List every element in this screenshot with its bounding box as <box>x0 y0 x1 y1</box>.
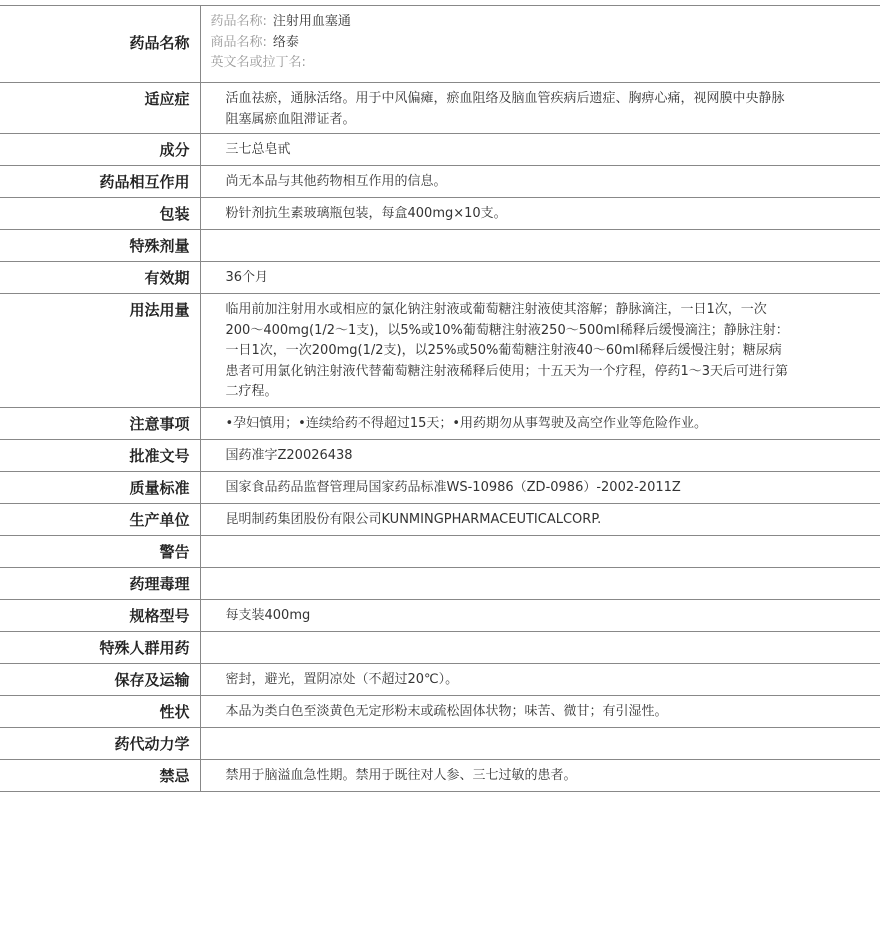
spec-label: 规格型号 <box>0 600 200 632</box>
spec-label: 性状 <box>0 696 200 728</box>
spec-label: 批准文号 <box>0 440 200 472</box>
spec-label: 注意事项 <box>0 408 200 440</box>
drug-name-values <box>200 6 880 83</box>
spec-label: 药品名称 <box>0 6 200 83</box>
spec-row-storage <box>0 664 880 696</box>
spec-value: 粉针剂抗生素玻璃瓶包装，每盒400mg×10支。 <box>225 206 507 221</box>
english-name-line: 英文名或拉丁名: <box>210 55 306 70</box>
spec-value <box>200 230 880 262</box>
spec-row-drug-name <box>0 6 880 83</box>
spec-row-special-populations <box>0 632 880 664</box>
spec-row-warning <box>0 536 880 568</box>
spec-row-shelf-life <box>0 262 880 294</box>
spec-row-interactions <box>0 166 880 198</box>
spec-value <box>200 536 880 568</box>
spec-label: 警告 <box>0 536 200 568</box>
spec-label: 包装 <box>0 198 200 230</box>
spec-row-approval-number <box>0 440 880 472</box>
spec-row-pharmacology <box>0 568 880 600</box>
spec-value: 尚无本品与其他药物相互作用的信息。 <box>225 174 447 189</box>
spec-value <box>200 728 880 760</box>
spec-value: •孕妇慎用；•连续给药不得超过15天；•用药期勿从事驾驶及高空作业等危险作业。 <box>225 416 708 431</box>
spec-value: 36个月 <box>225 270 269 285</box>
spec-label: 质量标准 <box>0 472 200 504</box>
spec-label: 药品相互作用 <box>0 166 200 198</box>
spec-label: 有效期 <box>0 262 200 294</box>
spec-row-specification <box>0 600 880 632</box>
spec-value <box>200 568 880 600</box>
spec-value: 本品为类白色至淡黄色无定形粉末或疏松固体状物；味苦、微甘；有引湿性。 <box>225 704 668 719</box>
spec-label: 保存及运输 <box>0 664 200 696</box>
spec-value: 国药准字Z20026438 <box>225 448 353 463</box>
spec-value: 密封，避光，置阴凉处（不超过20℃）。 <box>225 672 459 687</box>
spec-value: 临用前加注射用水或相应的氯化钠注射液或葡萄糖注射液使其溶解；静脉滴注，一日1次，一次200～400mg(1/2～1支)，以5%或10%葡萄糖注射液250～500ml稀释后缓慢滴注；静脉注射：一日1次，一次200mg(1/2支)，以25%或50%葡萄糖注射液40～60ml稀释后缓慢注射；糖尿病患者可用氯化钠注射液代替葡萄糖注射液稀释后使用；十五天为一个疗程，停药1～3天后可进行第二疗程。 <box>225 302 789 399</box>
spec-label: 适应症 <box>0 83 200 134</box>
spec-label: 禁忌 <box>0 760 200 792</box>
spec-row-usage <box>0 294 880 408</box>
drug-spec-table <box>0 5 880 792</box>
spec-label: 生产单位 <box>0 504 200 536</box>
spec-row-ingredients <box>0 134 880 166</box>
trade-name-line: 商品名称: 络泰 <box>210 34 299 50</box>
spec-row-quality-standard <box>0 472 880 504</box>
spec-value: 三七总皂甙 <box>225 142 291 157</box>
spec-row-manufacturer <box>0 504 880 536</box>
spec-value: 每支装400mg <box>225 608 311 623</box>
spec-row-packaging <box>0 198 880 230</box>
spec-value: 昆明制药集团股份有限公司KUNMINGPHARMACEUTICALCORP. <box>225 512 602 527</box>
spec-label: 特殊剂量 <box>0 230 200 262</box>
spec-value: 活血祛瘀，通脉活络。用于中风偏瘫，瘀血阻络及脑血管疾病后遗症、胸痹心痛，视网膜中央静脉阻塞属瘀血阻滞证者。 <box>225 91 785 127</box>
spec-label: 特殊人群用药 <box>0 632 200 664</box>
spec-row-description <box>0 696 880 728</box>
spec-value <box>200 632 880 664</box>
generic-name-line: 药品名称: 注射用血塞通 <box>210 14 351 29</box>
spec-label: 用法用量 <box>0 294 200 408</box>
spec-value: 国家食品药品监督管理局国家药品标准WS-10986（ZD-0986）-2002-2011Z <box>225 480 681 495</box>
spec-row-special-dosage <box>0 230 880 262</box>
spec-row-pharmacokinetics <box>0 728 880 760</box>
spec-row-precautions <box>0 408 880 440</box>
spec-label: 药理毒理 <box>0 568 200 600</box>
spec-row-indications <box>0 83 880 134</box>
spec-label: 药代动力学 <box>0 728 200 760</box>
spec-value: 禁用于脑溢血急性期。禁用于既往对人参、三七过敏的患者。 <box>225 768 577 783</box>
spec-row-contraindications <box>0 760 880 792</box>
spec-label: 成分 <box>0 134 200 166</box>
